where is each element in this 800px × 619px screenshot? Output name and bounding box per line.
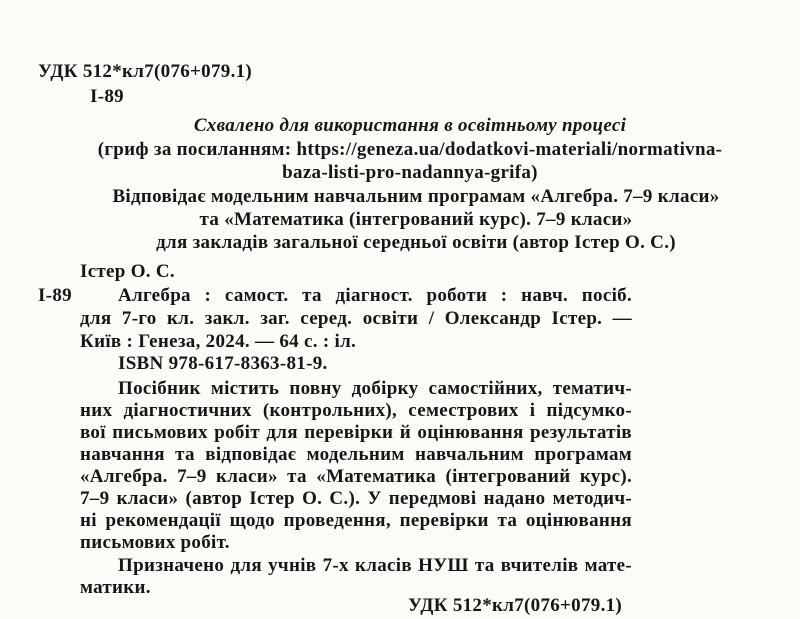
annotation-line-4: навчання та відповідає модельним навчальним програмам	[80, 444, 632, 465]
approval-statement: Схвалено для використання в освітньому процесі	[193, 115, 627, 136]
grif-line-1: (гриф за посиланням: https://geneza.ua/dodatkovi-materiali/normativna-	[97, 139, 723, 160]
audience-line-1: Призначено для учнів 7-х класів НУШ та вчителів мате-	[118, 555, 632, 576]
catalog-isbn: ISBN 978-617-8363-81-9.	[118, 353, 328, 374]
catalog-description-line-3: Київ : Генеза, 2024. — 64 с. : іл.	[80, 331, 357, 352]
annotation-line-6: 7–9 класи» (автор Істер О. С.). У передмові надано методич-	[80, 488, 632, 509]
grif-line-2: baza-listi-pro-nadannya-grifa)	[282, 162, 538, 183]
audience-line-2: матики.	[80, 577, 151, 598]
footer-udk: УДК 512*кл7(076+079.1)	[408, 595, 623, 616]
catalog-description-line-2: для 7-го кл. закл. заг. серед. освіти / Олександр Істер. —	[80, 308, 632, 329]
header-code: І-89	[90, 86, 124, 107]
correspondence-line-3: для закладів загальної середньої освіти (автор Істер О. С.)	[156, 232, 676, 253]
catalog-description-line-1: Алгебра : самост. та діагност. роботи : навч. посіб.	[118, 285, 632, 306]
header-udk: УДК 512*кл7(076+079.1)	[38, 61, 253, 82]
annotation-line-8: письмових робіт.	[80, 532, 230, 553]
correspondence-line-1: Відповідає модельним навчальним програмам «Алгебра. 7–9 класи»	[112, 186, 720, 207]
annotation-line-1: Посібник містить повну добірку самостійних, тематич-	[118, 378, 632, 399]
annotation-line-3: вої письмових робіт для перевірки й оцінювання результатів	[80, 422, 632, 443]
annotation-line-5: «Алгебра. 7–9 класи» та «Математика (інтегрований курс).	[80, 466, 632, 487]
catalog-author: Істер О. С.	[80, 261, 175, 282]
correspondence-line-2: та «Математика (інтегрований курс). 7–9 класи»	[199, 209, 633, 230]
annotation-line-7: ні рекомендації щодо проведення, перевірки та оцінювання	[80, 510, 632, 531]
catalog-code: І-89	[38, 285, 72, 306]
annotation-line-2: них діагностичних (контрольних), семестрових і підсумко-	[80, 400, 632, 421]
